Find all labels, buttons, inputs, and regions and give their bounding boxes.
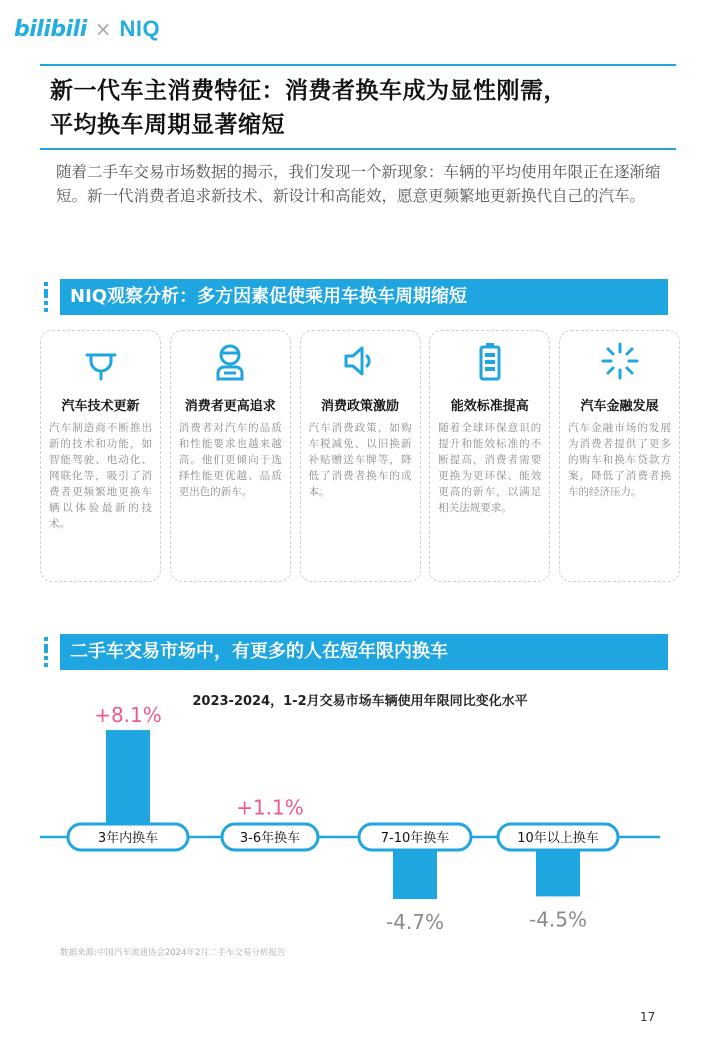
card-title: 消费政策激励 (320, 399, 399, 414)
card-tech-update (40, 330, 161, 582)
card-title: 汽车金融发展 (580, 399, 659, 414)
chart-title: 2023-2024，1-2月交易市场车辆使用年限同比变化水平 (192, 694, 528, 709)
card-description: 汽车消费政策，如购车税减免、以旧换新补贴赠送车牌等，降低了消费者换车的成本。 (308, 422, 412, 498)
card-efficiency-standard (429, 330, 550, 582)
data-source: 数据来源:中国汽车流通协会2024年2月二手车交易分析报告 (60, 948, 286, 958)
bar-chart (0, 700, 720, 930)
person-icon (210, 341, 250, 381)
logo-separator: × (94, 17, 112, 41)
section-banner-chart (44, 634, 668, 670)
data-label: +1.1% (236, 795, 304, 820)
niq-logo: NIQ (119, 16, 161, 41)
section-banner-analysis (44, 279, 668, 315)
data-label: -4.7% (385, 910, 445, 930)
header-logos (14, 14, 160, 44)
category-label: 7-10年换车 (380, 831, 450, 846)
card-title: 能效标准提高 (450, 399, 529, 414)
speaker-icon (340, 341, 380, 381)
card-title: 汽车技术更新 (61, 399, 140, 414)
battery-icon (470, 341, 510, 381)
data-label: -4.5% (528, 907, 588, 930)
data-label: +8.1% (94, 703, 162, 728)
card-auto-finance (559, 330, 680, 582)
page-title-line-2: 平均换车周期显著缩短 (50, 112, 285, 138)
bar (106, 730, 150, 837)
plug-icon (81, 341, 121, 381)
card-description: 消费者对汽车的品质和性能要求也越来越高。他们更倾向于选择性能更优越、品质更出色的新车。 (178, 422, 282, 498)
banner-dots-icon (44, 634, 52, 670)
factor-cards (40, 330, 680, 582)
intro-paragraph: 随着二手车交易市场数据的揭示，我们发现一个新现象：车辆的平均使用年限正在逐渐缩短。新一代消费者追求新技术、新设计和高能效，愿意更频繁地更新换代自己的汽车。 (56, 163, 661, 205)
category-label: 3年内换车 (97, 831, 159, 846)
banner-dots-icon (44, 279, 52, 315)
page-number: 17 (640, 1010, 656, 1024)
page-title-line-1: 新一代车主消费特征：消费者换车成为显性刚需， (50, 78, 567, 104)
category-label: 3-6年换车 (239, 831, 301, 846)
loading-icon (600, 341, 640, 381)
page-title (40, 64, 676, 150)
category-label: 10年以上换车 (517, 831, 599, 846)
section-title-chart: 二手车交易市场中，有更多的人在短年限内换车 (60, 634, 668, 670)
section-title-analysis: NIQ观察分析：多方因素促使乘用车换车周期缩短 (60, 279, 668, 315)
card-description: 随着全球环保意识的提升和能效标准的不断提高，消费者需要更换为更环保、能效更高的新车，以满足相关法规要求。 (438, 422, 542, 514)
card-consumer-pursuit (170, 330, 291, 582)
card-title: 消费者更高追求 (184, 399, 276, 414)
card-description: 汽车制造商不断推出新的技术和功能，如智能驾驶、电动化、网联化等，吸引了消费者更频繁地更换车辆以体验最新的技术。 (49, 422, 152, 530)
bilibili-logo: bilibili (14, 16, 87, 42)
card-description: 汽车金融市场的发展为消费者提供了更多的购车和换车贷款方案，降低了消费者换车的经济压力。 (568, 422, 671, 498)
card-policy-incentive (300, 330, 421, 582)
